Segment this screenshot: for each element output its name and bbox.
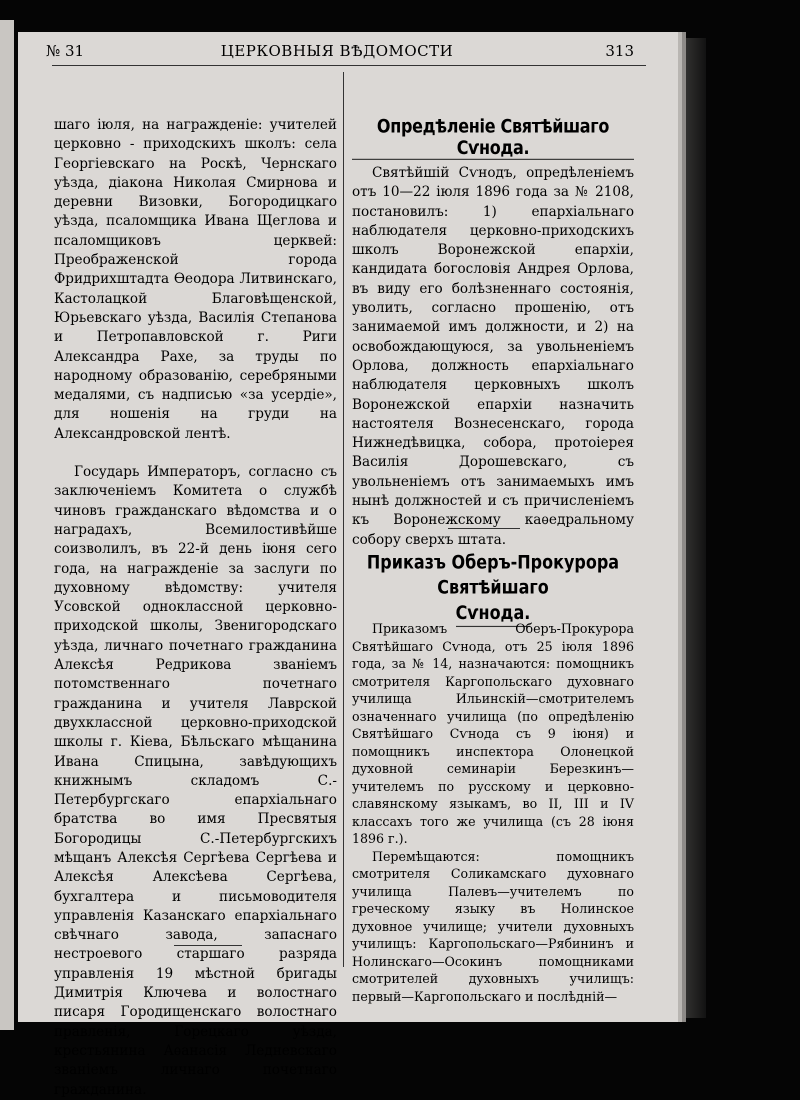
order-paragraph-2: Перемѣщаются: помощникъ смотрителя Соликамскаго духовнаго училища Палевъ—учителемъ по греческому языку въ Нолинское духовное училище; учители духовныхъ училищъ: Каргопольскаго—Рябининъ и Нолинскаго—Осокинъ помощниками смотрителей духовныхъ училищъ: первый—Каргопольскаго и послѣдній—	[352, 848, 634, 1004]
left-page-edge	[0, 20, 14, 1030]
heading-order-line-1: Приказъ Оберъ-Прокурора Святѣйшаго	[366, 551, 620, 599]
page-header	[40, 42, 634, 62]
synod-decision-paragraph: Святѣйшій Сѵнодъ, опредѣленіемъ отъ 10—22 іюля 1896 года за № 2108, постановилъ: 1) епархіальнаго наблюдателя церковно-приходскихъ школъ Воронежской епархіи, кандидата богословія Андрея Орлова, въ виду его болѣзненнаго состоянія, уволить, согласно прошенію, отъ занимаемой имъ должности, и 2) на освобождающуюся, за увольненіемъ Орлова, должность епархіальнаго наблюдателя церковныхъ школъ Воронежской епархіи назначить настоятеля Вознесенскаго, города Нижнедѣвицка, собора, протоіерея Василія Дорошевскаго, съ увольненіемъ отъ занимаемыхъ имъ нынѣ должностей и съ причисленіемъ къ Воронежскому каѳедральному собору сверхъ штата.	[352, 165, 634, 548]
left-column	[54, 116, 337, 1100]
section-divider	[448, 528, 520, 529]
heading-order-line-2: Сѵнода.	[456, 601, 531, 627]
order-paragraph-1: Приказомъ Оберъ-Прокурора Святѣйшаго Сѵнода, отъ 25 іюля 1896 года, за № 14, назначаются: помощникъ смотрителя Каргопольскаго духовнаго училища Ильинскій—смотрителемъ означеннаго училища (по опредѣленію Святѣйшаго Сѵнода съ 9 іюня) и помощникъ инспектора Олонецкой духовной семинаріи Березкинъ—учителемъ по русскому и церковно-славянскому языкамъ, во II, III и IV классахъ того же училища (съ 28 іюня 1896 г.).	[352, 621, 634, 846]
page-number: 313	[605, 42, 634, 60]
heading-synod-decision	[352, 115, 634, 160]
left-paragraph-2: Государь Императоръ, согласно съ заключеніемъ Комитета о службѣ чиновъ гражданскаго вѣдомства и о наградахъ, Всемилостивѣйше соизволилъ, въ 22-й день іюня сего года, на награжденіе за заслуги по духовному вѣдомству: учителя Усовской одноклассной церковно-приходской школы, Звенигородскаго уѣзда, личнаго почетнаго гражданина Алексѣя Редрикова званіемъ потомственнаго почетнаго гражданина и учителя Лаврской двухклассной церковно-приходской школы г. Кіева, Бѣльскаго мѣщанина Ивана Спицына, завѣдующихъ книжнымъ складомъ С.-Петербургскаго епархіальнаго братства во имя Пресвятыя Богородицы С.-Петербургскихъ мѣщанъ Алексѣя Сергѣева Сергѣева и Алексѣя Алексѣева Сергѣева, бухгалтера и письмоводителя управленія Казанскаго епархіальнаго свѣчнаго завода, запаснаго нестроевого старшаго разряда управленія 19 мѣстной бригады Димитрія Ключева и волостнаго писаря Городищенскаго волостнаго правленія, Горецкаго уѣзда, крестьянина Аѳанасія Ледневскаго званіемъ личнаго почетнаго гражданина.	[54, 464, 337, 1098]
book-edge	[680, 38, 706, 1018]
header-rule	[52, 65, 646, 66]
right-column-section-2	[352, 620, 634, 1005]
journal-title: ЦЕРКОВНЫЯ ВѢДОМОСТИ	[220, 42, 454, 60]
section-end-rule	[174, 945, 242, 946]
left-paragraph-1: шаго іюля, на награжденіе: учителей церковно - приходскихъ школъ: села Георгіевскаго на Роскѣ, Чернскаго уѣзда, діакона Николая Смирнова и деревни Визовки, Богородицкаго уѣзда, псаломщика Ивана Щеглова и псаломщиковъ церквей: Преображенской города Фридрихштадта Ѳеодора Литвинскаго, Кастолацкой Благовѣщенской, Юрьевскаго уѣзда, Василія Степанова и Петропавловской г. Риги Александра Рахе, за труды по народному образованію, серебряными медалями, съ надписью «за усердіе», для ношенія на груди на Александровской лентѣ.	[54, 117, 337, 442]
heading-order	[352, 550, 634, 627]
heading-synod-decision-text: Опредѣленіе Святѣйшаго Сѵнода.	[352, 115, 634, 160]
issue-number: № 31	[46, 42, 85, 60]
right-column-section-1	[352, 164, 634, 550]
column-divider	[343, 72, 344, 967]
